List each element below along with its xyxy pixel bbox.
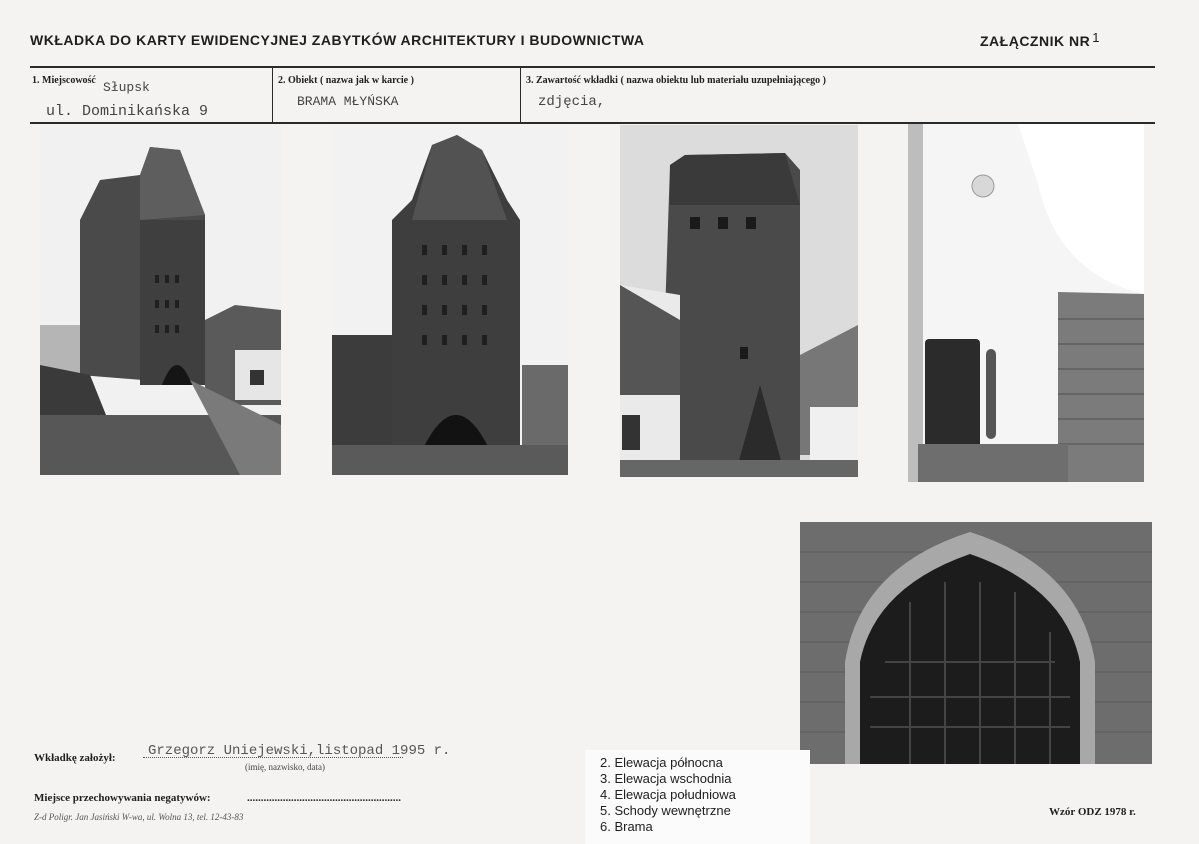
caption-item: 3. Elewacja wschodnia [600,771,732,786]
caption-item: 2. Elewacja północna [600,755,723,770]
field-divider-1 [272,67,273,123]
created-by-value: Grzegorz Uniejewski,listopad 1995 r. [148,743,451,759]
created-by-label: Wkładkę założył: [34,752,116,764]
created-by-hint: (imię, nazwisko, data) [245,762,325,772]
field-divider-2 [520,67,521,123]
locality-street: ul. Dominikańska 9 [46,103,209,120]
interior-stairs-photo [908,124,1144,482]
contents-value: zdjęcia, [538,94,606,110]
tower-south-photo [620,125,858,477]
caption-item: 4. Elewacja południowa [600,787,736,802]
tower-east-photo [332,125,568,475]
caption-item: 5. Schody wewnętrzne [600,803,731,818]
caption-item: 6. Brama [600,819,653,834]
printer-info: Z-d Poligr. Jan Jasiński W-wa, ul. Wolna 13, tel. 12-43-83 [34,812,244,822]
contents-label: 3. Zawartość wkładki ( nazwa obiektu lub materiału uzupełniającego ) [526,75,827,86]
object-label: 2. Obiekt ( nazwa jak w karcie ) [278,75,414,86]
negatives-label: Miejsce przechowywania negatywów: [34,792,211,804]
negatives-dots: ........................................................ [247,792,401,804]
template-info: Wzór ODZ 1978 r. [1049,806,1136,818]
locality-label: 1. Miejscowość [32,75,96,86]
created-by-dots [143,757,403,758]
top-rule [30,66,1155,68]
attachment-number: ZAŁĄCZNIK NR 1 [980,30,1100,49]
photo-captions [585,750,810,844]
tower-north-photo [40,125,281,475]
gate-door-photo [800,522,1152,764]
form-title: WKŁADKA DO KARTY EWIDENCYJNEJ ZABYTKÓW ARCHITEKTURY I BUDOWNICTWA [30,32,645,48]
object-value: BRAMA MŁYŃSKA [297,94,399,109]
locality-city: Słupsk [103,80,150,95]
